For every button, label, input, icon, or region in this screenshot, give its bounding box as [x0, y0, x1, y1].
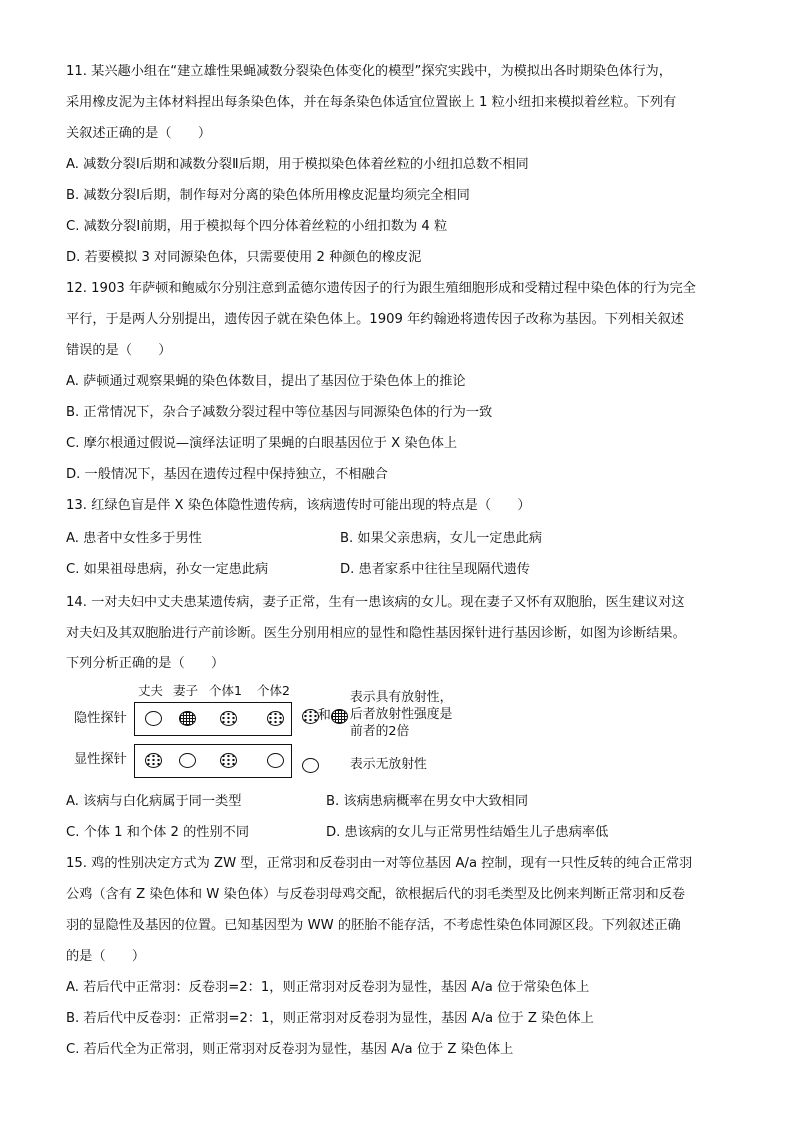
spot-icon-dotted: [220, 711, 237, 726]
q11-option-a: A. 减数分裂Ⅰ后期和减数分裂Ⅱ后期，用于模拟染色体着丝粒的小纽扣总数不相同: [66, 157, 529, 172]
row-label-dominant-probe: 显性探针: [74, 752, 127, 767]
q12-option-d: D. 一般情况下，基因在遗传过程中保持独立，不相融合: [66, 467, 388, 482]
q14-stem-line-2: 对夫妇及其双胞胎进行产前诊断。医生分别用相应的显性和隐性基因探针进行基因诊断，如图为诊断结果。: [66, 626, 686, 641]
q12-stem-line-1: 12. 1903 年萨顿和鲍威尔分别注意到孟德尔遗传因子的行为跟生殖细胞形成和受精过程中染色体的行为完全: [66, 281, 696, 296]
q15-stem-line-4: 的是（ ）: [66, 949, 146, 964]
column-label-individual-1: 个体1: [209, 683, 242, 698]
q12-stem-line-2: 平行，于是两人分别提出，遗传因子就在染色体上。1909 年约翰逊将遗传因子改称为基因。下列相关叙述: [66, 312, 684, 327]
q14-option-d: D. 患该病的女儿与正常男性结婚生儿子患病率低: [326, 825, 609, 840]
gene-probe-diagram: [66, 680, 506, 790]
q13-option-d: D. 患者家系中往往呈现隔代遗传: [340, 562, 530, 577]
q14-stem-line-3: 下列分析正确的是（ ）: [66, 656, 225, 671]
q15-option-c: C. 若后代全为正常羽，则正常羽对反卷羽为显性，基因 A/a 位于 Z 染色体上: [66, 1042, 514, 1057]
q12-option-b: B. 正常情况下，杂合子减数分裂过程中等位基因与同源染色体的行为一致: [66, 405, 493, 420]
q15-option-a: A. 若后代中正常羽：反卷羽=2：1，则正常羽对反卷羽为显性，基因 A/a 位于常染色体上: [66, 980, 590, 995]
q15-option-b: B. 若后代中反卷羽：正常羽=2：1，则正常羽对反卷羽为显性，基因 A/a 位于 Z 染色体上: [66, 1011, 594, 1026]
q12-stem-line-3: 错误的是（ ）: [66, 343, 172, 358]
q14-option-a: A. 该病与白化病属于同一类型: [66, 794, 242, 809]
q14-option-c: C. 个体 1 和个体 2 的性别不同: [66, 825, 250, 840]
legend-grid-icon: [331, 709, 348, 724]
column-label-husband: 丈夫: [138, 683, 164, 698]
q13-stem: 13. 红绿色盲是伴 X 染色体隐性遗传病，该病遗传时可能出现的特点是（ ）: [66, 498, 531, 513]
spot-icon-dotted: [220, 753, 237, 768]
legend-radioactive-line-3: 前者的2倍: [350, 724, 410, 739]
q13-option-a: A. 患者中女性多于男性: [66, 531, 202, 546]
legend-empty-icon: [302, 758, 319, 773]
row-label-recessive-probe: 隐性探针: [74, 711, 127, 726]
q11-option-b: B. 减数分裂Ⅰ后期，制作每对分离的染色体所用橡皮泥量均须完全相同: [66, 188, 470, 203]
q12-option-c: C. 摩尔根通过假说—演绎法证明了果蝇的白眼基因位于 X 染色体上: [66, 436, 458, 451]
spot-icon-grid: [179, 711, 196, 726]
column-label-wife: 妻子: [173, 683, 199, 698]
legend-radioactive-line-1: 表示具有放射性，: [350, 690, 453, 705]
recessive-probe-box: [134, 702, 292, 736]
spot-icon-empty: [179, 753, 196, 768]
q11-stem-line-2: 采用橡皮泥为主体材料捏出每条染色体，并在每条染色体适宜位置嵌上 1 粒小纽扣来模拟着丝粒。下列有: [66, 95, 677, 110]
q13-option-b: B. 如果父亲患病，女儿一定患此病: [340, 531, 543, 546]
spot-icon-empty: [267, 753, 284, 768]
q13-option-c: C. 如果祖母患病，孙女一定患此病: [66, 562, 269, 577]
q11-option-d: D. 若要模拟 3 对同源染色体，只需要使用 2 种颜色的橡皮泥: [66, 250, 422, 265]
q14-stem-line-1: 14. 一对夫妇中丈夫患某遗传病，妻子正常，生有一患该病的女儿。现在妻子又怀有双胞胎，医生建议对这: [66, 595, 685, 610]
q11-option-c: C. 减数分裂Ⅰ前期，用于模拟每个四分体着丝粒的小纽扣数为 4 粒: [66, 219, 448, 234]
q12-option-a: A. 萨顿通过观察果蝇的染色体数目，提出了基因位于染色体上的推论: [66, 374, 466, 389]
legend-no-radioactivity: 表示无放射性: [350, 757, 427, 772]
legend-dotted-icon: [302, 709, 319, 724]
spot-icon-dotted: [145, 753, 162, 768]
legend-radioactive-line-2: 后者放射性强度是: [350, 707, 453, 722]
dominant-probe-box: [134, 744, 292, 778]
q11-stem-line-1: 11. 某兴趣小组在“建立雄性果蝇减数分裂染色体变化的模型”探究实践中，为模拟出各时期染色体行为，: [66, 64, 672, 79]
q15-stem-line-2: 公鸡（含有 Z 染色体和 W 染色体）与反卷羽母鸡交配，欲根据后代的羽毛类型及比例来判断正常羽和反卷: [66, 887, 686, 902]
column-label-individual-2: 个体2: [257, 683, 290, 698]
q14-option-b: B. 该病患病概率在男女中大致相同: [326, 794, 529, 809]
spot-icon-dotted: [267, 711, 284, 726]
legend-and: 和: [318, 708, 331, 723]
q15-stem-line-3: 羽的显隐性及基因的位置。已知基因型为 WW 的胚胎不能存活，不考虑性染色体同源区段。下列叙述正确: [66, 918, 681, 933]
q15-stem-line-1: 15. 鸡的性别决定方式为 ZW 型，正常羽和反卷羽由一对等位基因 A/a 控制，现有一只性反转的纯合正常羽: [66, 856, 693, 871]
spot-icon-empty: [145, 711, 162, 726]
q11-stem-line-3: 关叙述正确的是（ ）: [66, 126, 212, 141]
